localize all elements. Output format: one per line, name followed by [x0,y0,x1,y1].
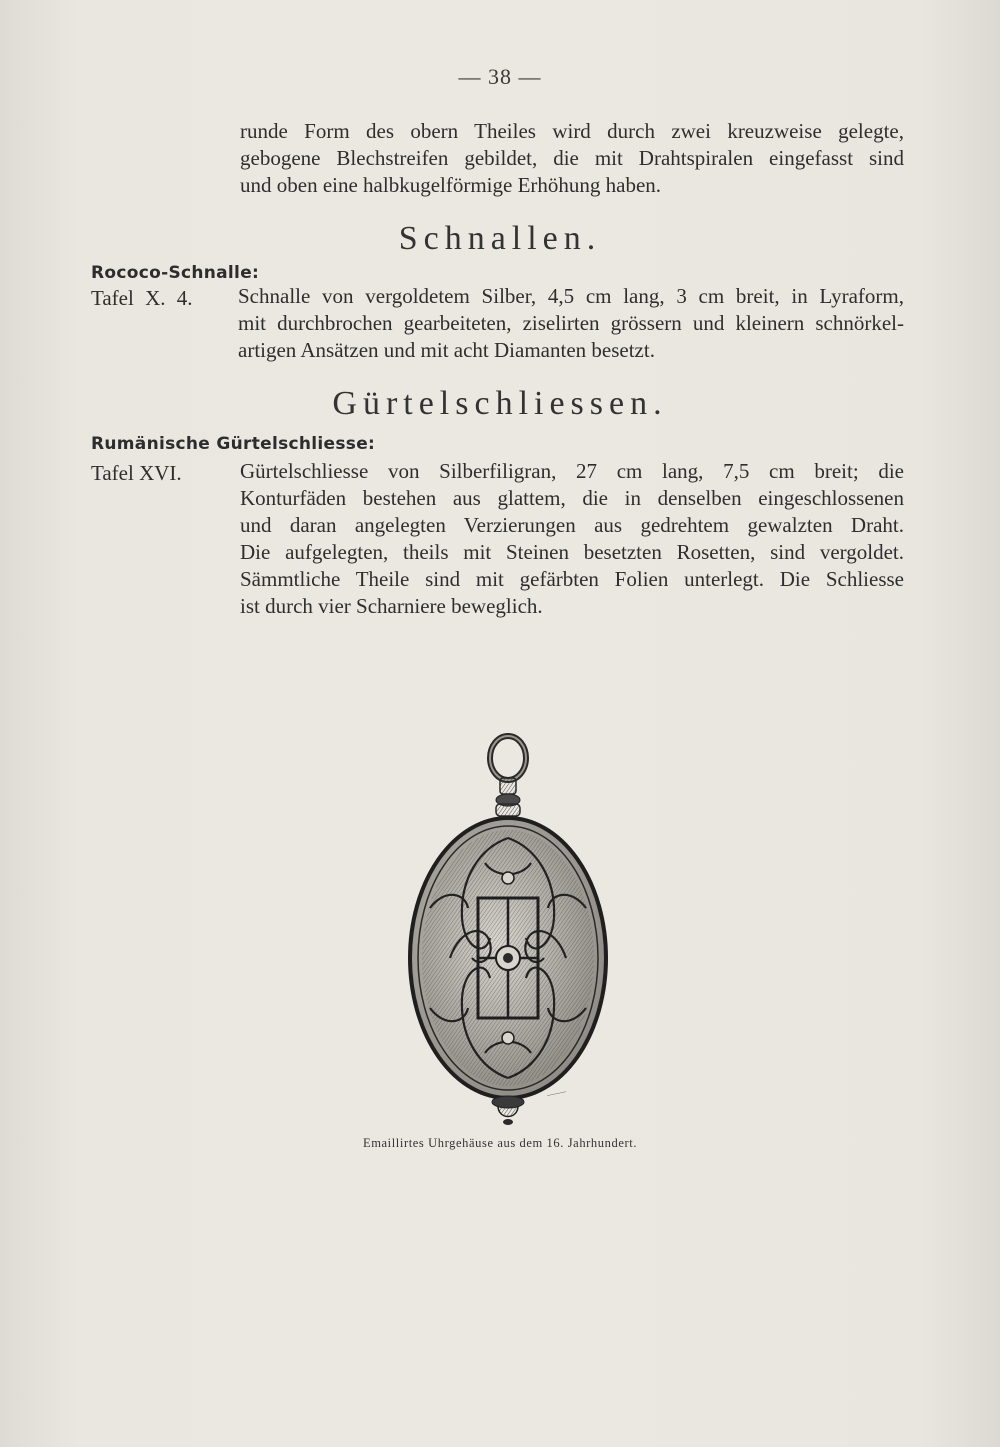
text-line: Sämmtliche Theile sind mit gefärbten Folien unterlegt. Die Schliesse [240,567,904,591]
text-line: und oben eine halbkugelförmige Erhöhung haben. [240,173,662,197]
section-heading-guertelschliessen: Gürtelschliessen. [332,385,668,422]
text-line: Die aufgelegten, theils mit Steinen besetzten Rosetten, sind vergoldet. [240,540,904,564]
section-heading-schnallen: Schnallen. [398,220,602,257]
text-line: gebogene Blechstreifen gebildet, die mit Drahtspiralen eingefasst sind [240,146,904,170]
text-line: mit durchbrochen gearbeiteten, ziselirten grössern und kleinern schnörkel- [238,311,904,335]
plate-reference: Tafel X. 4. [91,286,193,310]
text-line: runde Form des obern Theiles wird durch zwei kreuzweise gelegte, [240,119,904,143]
text-line: Gürtelschliesse von Silberfiligran, 27 cm lang, 7,5 cm breit; die [240,459,904,483]
item-label-rumaenische-guertelschliesse: Rumänische Gürtelschliesse: [91,434,376,454]
schnallen-paragraph [238,283,904,364]
text-line: und daran angelegten Verzierungen aus gedrehtem gewalzten Draht. [240,513,904,537]
guertel-paragraph [240,458,904,620]
engraver-signature-mark: ⸻ [545,1087,567,1100]
text-line: artigen Ansätzen und mit acht Diamanten besetzt. [238,338,655,362]
figure-caption: Emaillirtes Uhrgehäuse aus dem 16. Jahrhundert. [362,1136,638,1150]
watch-case-illustration [390,728,630,1128]
page-number: — 38 — [458,64,542,89]
text-line: Schnalle von vergoldetem Silber, 4,5 cm lang, 3 cm breit, in Lyraform, [238,284,904,308]
item-label-rococo-schnalle: Rococo-Schnalle: [91,263,260,283]
text-line: Konturfäden bestehen aus glattem, die in denselben eingeschlossenen [240,486,904,510]
text-line: ist durch vier Scharniere beweglich. [240,594,543,618]
plate-reference: Tafel XVI. [91,461,182,485]
intro-paragraph [240,118,904,199]
